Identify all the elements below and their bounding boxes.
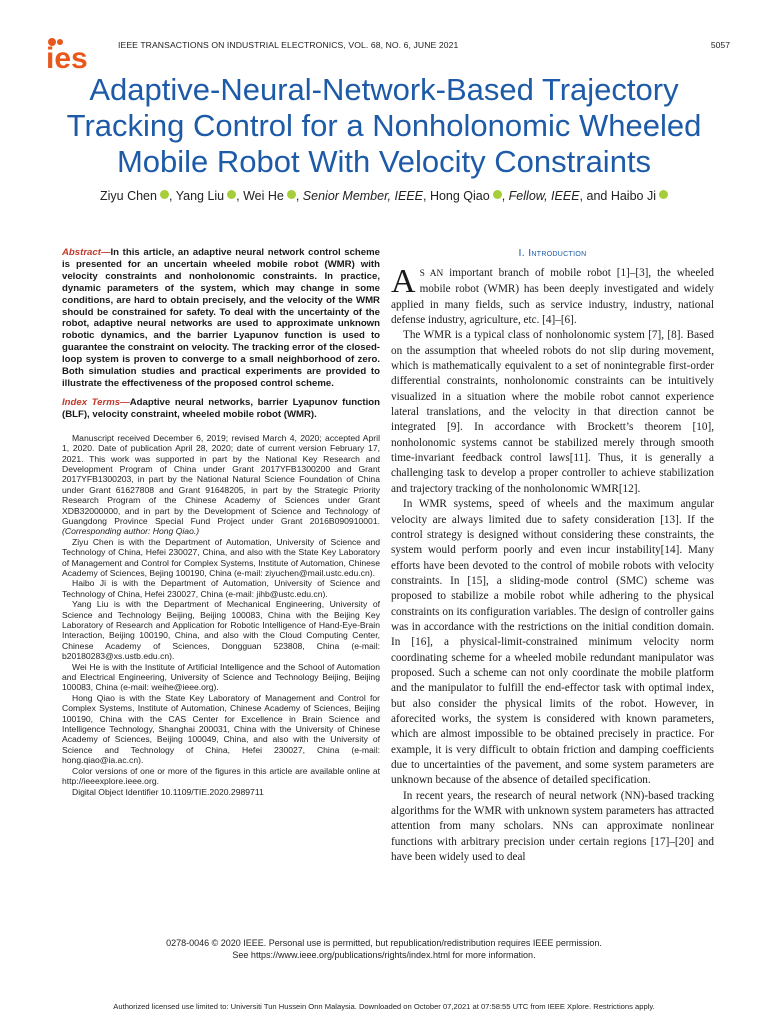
copyright-notice: 0278-0046 © 2020 IEEE. Personal use is permitted, but republication/redistribution requires IEEE permission. See https://www.ieee.org/publications/rights/index.html for more information. — [166, 938, 602, 960]
footnotes — [62, 433, 380, 797]
author-name: Hong Qiao — [429, 189, 490, 203]
paragraph: In recent years, the research of neural network (NN)-based tracking algorithms for the WMR with unknown system parameters has attracted attention from many scholars. NNs can approximate nonlinear functions with arbitrary precision under certain regions [17]–[20] and have been widely used to deal — [391, 789, 714, 864]
footnote-affiliation: Wei He is with the Institute of Artificial Intelligence and the School of Automation and Electrical Engineering, University of Science and Technology Beijing, Beijing 100083, China (e-mail: weihe@ieee.org). — [62, 661, 380, 693]
section-number: I. — [518, 247, 525, 259]
orcid-icon[interactable] — [287, 190, 296, 199]
corresponding-author: (Corresponding author: Hong Qiao.) — [62, 526, 200, 537]
footnote-color: Color versions of one or more of the figures in this article are available online at http://ieeexplore.ieee.org. — [62, 765, 380, 787]
index-terms-text: Adaptive neural networks, barrier Lyapunov function (BLF), velocity constraint, wheeled mobile robot (WMR). — [62, 396, 380, 420]
title-line: Tracking Control for a Nonholonomic Wheeled — [66, 108, 702, 143]
orcid-icon[interactable] — [160, 190, 169, 199]
section-title: Introduction — [528, 247, 587, 259]
orcid-icon[interactable] — [227, 190, 236, 199]
index-terms-label: Index Terms— — [62, 396, 130, 408]
footnote-affiliation: Ziyu Chen is with the Department of Automation, University of Science and Technology of China, Hefei 230027, China, and also with the State Key Laboratory of Management and Control for Complex Systems, Institute of Automation, Chinese Academy of Sciences, Bejing 100190, China (e-mail: ziyuchen@mail.ustc.edu.cn). — [62, 536, 380, 578]
author-list: Ziyu Chen , Yang Liu , Wei He , Senior Member, IEEE, Hong Qiao , Fellow, IEEE, and Haibo Ji — [20, 189, 748, 203]
footnote-affiliation: Yang Liu is with the Department of Mechanical Engineering, University of Science and Technology Beijing, Beijing 100083, China with the Beijing Key Laboratory of Research and Application for Robotic Intelligence of Hand-Eye-Brain Interaction, Beijing 100190, China, and also with the Cloud Computing Center, Chinese Academy of Sciences, Dongguan 523808, China (e-mail: b20180283@xs.ustb.edu.cn). — [62, 599, 380, 662]
orcid-icon[interactable] — [659, 190, 668, 199]
abstract — [62, 247, 380, 390]
abstract-label: Abstract— — [62, 247, 111, 258]
title-line: Mobile Robot With Velocity Constraints — [116, 144, 652, 179]
author-membership: Fellow, IEEE — [508, 189, 580, 203]
section-heading — [391, 247, 714, 259]
index-terms — [62, 397, 380, 421]
paper-title — [40, 72, 728, 180]
author-name: Wei He — [243, 189, 284, 203]
paragraph: The WMR is a typical class of nonholonomic system [7], [8]. Based on the assumption that wheeled robots do not slip during movement, which is mathematically equivalent to a set of nonintegrable first-order differential constraints, nonholonomic constraints can be intuitively visualized in a situation where the mobile robot cannot experience lateral translations, and the velocity in that direction cannot be integrated [9]. In accordance with Brockett’s theorem [10], nonholonomic systems cannot be stabilized merely through smooth time-invariant feedback control laws[11]. Thus, it is generally a challenging task to develop a proper controller to achieve stabilization and trajectory tracking of the nonholonomic WMR[12]. — [391, 329, 714, 495]
author-membership: Senior Member, IEEE — [302, 189, 423, 203]
left-column — [62, 247, 380, 797]
page-number: 5057 — [710, 40, 730, 50]
author-name: Haibo Ji — [610, 189, 656, 203]
introduction-body — [391, 263, 714, 865]
license-notice: Authorized licensed use limited to: Universiti Tun Hussein Onn Malaysia. Downloaded on October 07,2021 at 07:58:55 UTC from IEEE Xplore. Restrictions apply. — [113, 1002, 655, 1011]
footnote-affiliation: Haibo Ji is with the Department of Automation, University of Science and Technology of China, Hefei 230027, China (e-mail: jihb@ustc.edu.cn). — [62, 578, 380, 599]
lead-caps: S AN — [419, 269, 444, 279]
paragraph: In WMR systems, speed of wheels and the maximum angular velocity are always limited due to safety consideration [13]. If the control strategy is designed without considering these constraints, the system would perform poorly and even incur instability[14]. Many efforts have been devoted to the control of mobile robots with velocity constraints. In [15], a sliding-mode control (SMC) scheme was proposed to stabilize a mobile robot while adhering to the physical constraints on its configuration variables. The design of controller gains was in accordance with the restrictions on the initial condition domain. In [16], a physical-limit-constrained minimum velocity norm coordinating scheme for a wheeled mobile redundant manipulator was proposed. Such a scheme can not only coordinate the mobile platform and the manipulator to fulfill the end-effector task with optimal index, but also consider the physical limits of the robot. However, in aforecited works, the system is considered with known parameters, which are almost impossible to be obtained precisely in practice. For example, it is very difficult to obtain friction and damping coefficients due to uncertainties of the pavement, and some system parameters are unknown because of the absence of detailed specification. — [391, 498, 714, 787]
author-name: Ziyu Chen — [99, 189, 157, 203]
title-line: Adaptive-Neural-Network-Based Trajectory — [89, 72, 679, 107]
paragraph: A S AN important branch of mobile robot [1]–[3], the wheeled mobile robot (WMR) has been deeply investigated and widely applied in many fields, such as service industry, industry, national defense industry, agriculture, etc. [4]–[6]. — [391, 263, 714, 327]
right-column — [391, 247, 714, 865]
drop-cap: A — [391, 263, 416, 300]
ies-logo — [44, 36, 108, 72]
logo-text: ies — [46, 42, 88, 72]
orcid-icon[interactable] — [493, 190, 502, 199]
author-name: Yang Liu — [175, 189, 225, 203]
journal-header: IEEE TRANSACTIONS ON INDUSTRIAL ELECTRONICS, VOL. 68, NO. 6, JUNE 2021 — [118, 40, 459, 50]
footnote-affiliation: Hong Qiao is with the State Key Laboratory of Management and Control for Complex Systems, Institute of Automation, Chinese Academy of Sciences, Beijing 100190, China with the CAS Center for Excellence in Brain Science and Intelligence Technology, Shanghai 200031, China with the University of Chinese Academy of Sciences, Beijing 100049, China, and also with the University of Science and Technology of China, Hefei 230027, China (e-mail: hong.qiao@ia.ac.cn). — [62, 692, 380, 766]
footnote-doi: Digital Object Identifier 10.1109/TIE.2020.2989711 — [72, 786, 264, 797]
footnote-manuscript: Manuscript received December 6, 2019; revised March 4, 2020; accepted April 1, 2020. Date of publication April 28, 2020; date of current version February 17, 2021. This work was supported in part by the National Key Research and Development Program of China under Grant 2017YFB1300200 and Grant 2017YFB1300203, in part by the National Natural Science Foundation of China under Grant 61627808 and Grant 91648205, in part by the Strategic Priority Research Program of the Chinese Academy of Sciences under Grant XDB32000000, and in part by the Development of Science and Technology of Guangdong Province Special Fund Project under Grant 2016B090910001. (Corresponding author: Hong Qiao.) — [62, 432, 380, 537]
abstract-text: In this article, an adaptive neural network control scheme is presented for an uncertain wheeled mobile robot (WMR) with velocity constraints and nonholonomic constraints. In practice, dynamic parameters of the system, which may change in some conditions, are hard to obtain precisely, and the velocity of the WMR should be constrained for safety. To deal with the uncertainty of the robot, adaptive neural networks are used to approximate unknown robotic dynamics, and the barrier Lyapunov function is used to guarantee the constraint on velocity. The tracking error of the closed-loop system is proven to converge to a small neighborhood of zero. Both simulation studies and practical experiments are provided to illustrate the effectiveness of the proposed control scheme. — [62, 247, 380, 389]
